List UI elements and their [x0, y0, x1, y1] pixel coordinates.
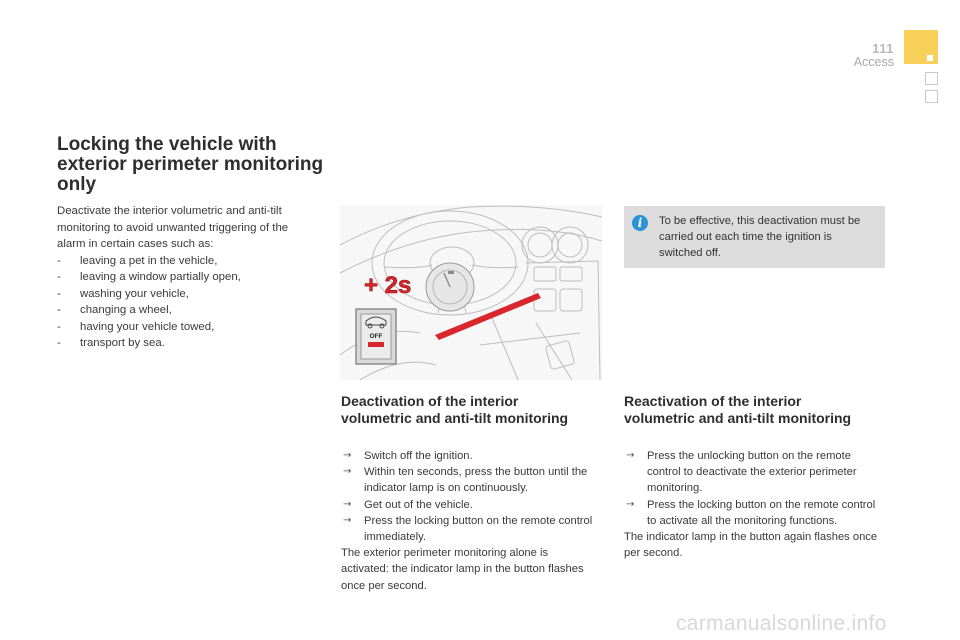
- reactivation-note: The indicator lamp in the button again flashes once per second.: [624, 531, 878, 560]
- list-item: - leaving a window partially open,: [57, 269, 317, 286]
- list-item: - changing a wheel,: [57, 302, 317, 319]
- intro-block: [57, 203, 317, 352]
- deactivation-steps: [341, 448, 597, 594]
- step-item: → Press the locking button on the remote control immediately.: [341, 513, 597, 545]
- step-item: → Within ten seconds, press the button until the indicator lamp is on continuously.: [341, 464, 597, 496]
- press-duration-label: + 2s: [364, 272, 412, 299]
- chapter-tab-active: [904, 30, 938, 64]
- off-button-label: OFF: [369, 333, 383, 340]
- chapter-tab: [925, 90, 938, 103]
- list-item: - having your vehicle towed,: [57, 319, 317, 336]
- list-item: - washing your vehicle,: [57, 286, 317, 303]
- list-item: - transport by sea.: [57, 335, 317, 352]
- dashboard-illustration: [340, 205, 602, 380]
- reactivation-steps: [624, 448, 884, 561]
- page-number: 111: [872, 41, 894, 56]
- watermark: carmanualsonline.info: [676, 612, 887, 635]
- dashboard-drawing: [340, 205, 602, 380]
- case-list: [57, 253, 317, 352]
- intro-text: Deactivate the interior volumetric and anti-tilt monitoring to avoid unwanted triggering of the alarm in certain cases such as:: [57, 205, 289, 250]
- deactivation-title: Deactivation of the interior volumetric and anti-tilt monitoring: [341, 393, 569, 426]
- page-title: Locking the vehicle with exterior perimeter monitoring only: [57, 134, 324, 195]
- step-item: → Switch off the ignition.: [341, 448, 597, 464]
- info-box: [624, 206, 885, 268]
- reactivation-title: Reactivation of the interior volumetric and anti-tilt monitoring: [624, 393, 852, 426]
- step-item: → Press the unlocking button on the remote control to deactivate the exterior perimeter monitoring.: [624, 448, 884, 497]
- list-item: - leaving a pet in the vehicle,: [57, 253, 317, 270]
- step-item: → Get out of the vehicle.: [341, 497, 597, 513]
- deactivation-note: The exterior perimeter monitoring alone is activated: the indicator lamp in the button flashes once per second.: [341, 547, 584, 592]
- section-title: Access: [853, 55, 894, 69]
- chapter-tab: [925, 72, 938, 85]
- info-text: To be effective, this deactivation must be carried out each time the ignition is switched off.: [659, 215, 861, 259]
- step-item: → Press the locking button on the remote control to activate all the monitoring functions.: [624, 497, 884, 529]
- info-icon: i: [632, 215, 648, 231]
